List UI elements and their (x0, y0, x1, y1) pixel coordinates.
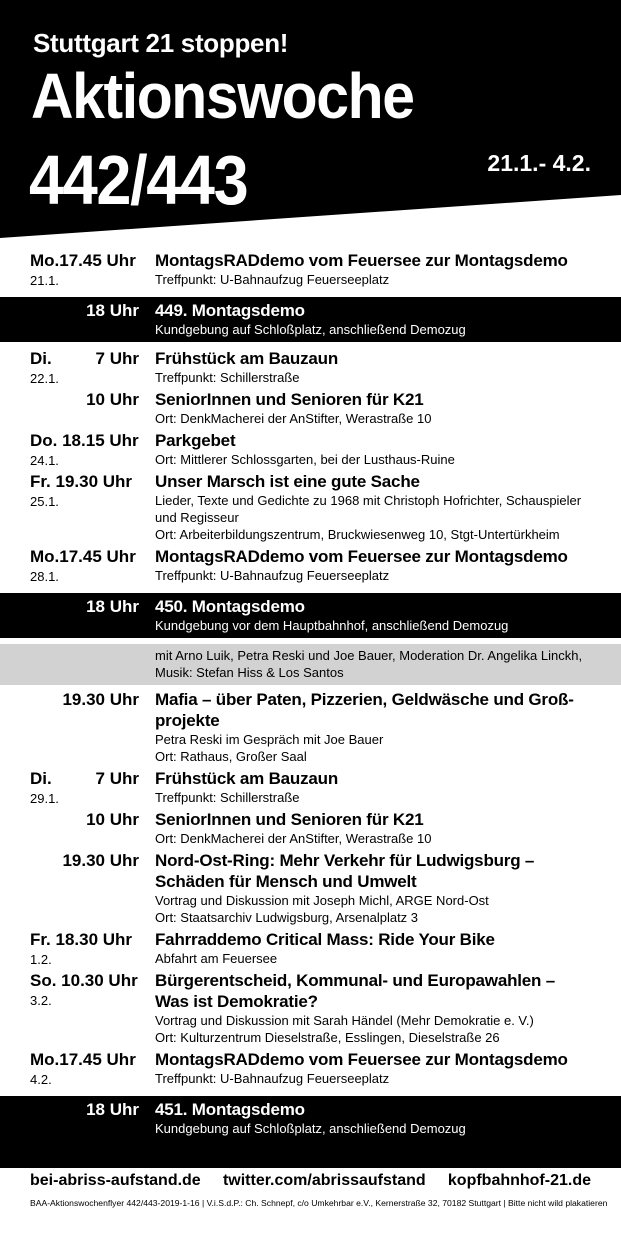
event-detail: Ort: Mittlerer Schlossgarten, bei der Lusthaus-Ruine (155, 452, 455, 467)
event-row (0, 850, 621, 926)
event-detail: Treffpunkt: U-Bahnaufzug Feuerseeplatz (155, 568, 390, 583)
event-time: 19.30 Uhr (62, 851, 139, 870)
event-row (0, 250, 621, 288)
event-date: 4.2. (30, 1072, 52, 1087)
event-date: 22.1. (30, 371, 59, 386)
event-row (0, 546, 621, 584)
event-day: Fr. 18.30 Uhr (30, 930, 133, 949)
event-date: 21.1. (30, 273, 59, 288)
event-title: Was ist Demokratie? (155, 992, 318, 1011)
event-title: SeniorInnen und Senioren für K21 (155, 390, 424, 409)
event-detail: Lieder, Texte und Gedichte zu 1968 mit Christoph Hofrichter, Schauspieler (155, 493, 582, 508)
event-title: SeniorInnen und Senioren für K21 (155, 810, 424, 829)
event-row (0, 929, 621, 967)
event-detail: mit Arno Luik, Petra Reski und Joe Bauer, Moderation Dr. Angelika Linckh, (155, 648, 583, 663)
event-day: Di. (30, 769, 52, 788)
event-title: MontagsRADdemo vom Feuersee zur Montagsdemo (155, 1050, 568, 1069)
event-detail: Ort: DenkMacherei der AnStifter, Werastraße 10 (155, 831, 432, 846)
event-title: Frühstück am Bauzaun (155, 349, 339, 368)
event-detail: Petra Reski im Gespräch mit Joe Bauer (155, 732, 384, 747)
event-content (155, 850, 599, 926)
event-content (155, 647, 599, 681)
event-content (155, 471, 599, 543)
event-content (155, 546, 599, 584)
event-row (0, 768, 621, 806)
event-content (155, 768, 599, 806)
event-day: So. 10.30 Uhr (30, 971, 138, 990)
event-row (0, 970, 621, 1046)
event-time: 19.30 Uhr (62, 690, 139, 709)
event-time: 7 Uhr (95, 349, 139, 368)
event-detail: Vortrag und Diskussion mit Joseph Michl, ARGE Nord-Ost (155, 893, 489, 908)
event-date: 25.1. (30, 494, 59, 509)
event-detail: Ort: Rathaus, Großer Saal (155, 749, 307, 764)
event-title: 451. Montagsdemo (155, 1100, 305, 1119)
event-detail: Treffpunkt: U-Bahnaufzug Feuerseeplatz (155, 272, 390, 287)
event-detail: Ort: Kulturzentrum Dieselstraße, Esslingen, Dieselstraße 26 (155, 1030, 500, 1045)
event-row (0, 348, 621, 386)
event-content (155, 300, 599, 338)
event-day: Mo.17.45 Uhr (30, 251, 136, 270)
event-content (155, 929, 599, 967)
event-day: Do. 18.15 Uhr (30, 431, 139, 450)
event-date: 3.2. (30, 993, 52, 1008)
event-content (155, 1049, 599, 1087)
event-row (0, 297, 621, 342)
event-row (0, 689, 621, 765)
footer-link-twitter[interactable]: twitter.com/abrissaufstand (222, 1172, 426, 1189)
event-row (0, 430, 621, 468)
event-title: projekte (155, 711, 220, 730)
event-title: Bürgerentscheid, Kommunal- und Europawahlen – (155, 971, 555, 990)
event-detail: Kundgebung auf Schloßplatz, anschließend Demozug (155, 322, 466, 337)
event-day: Mo.17.45 Uhr (30, 1050, 136, 1069)
event-detail: Kundgebung auf Schloßplatz, anschließend Demozug (155, 1121, 466, 1136)
footer-link-kopfbahnhof[interactable]: kopfbahnhof-21.de (447, 1172, 591, 1189)
event-day: Mo.17.45 Uhr (30, 547, 136, 566)
event-row (0, 389, 621, 427)
event-title: MontagsRADdemo vom Feuersee zur Montagsdemo (155, 251, 568, 270)
event-title: 449. Montagsdemo (155, 301, 305, 320)
event-detail: Kundgebung vor dem Hauptbahnhof, anschließend Demozug (155, 618, 509, 633)
event-content (155, 1099, 599, 1137)
event-title: 450. Montagsdemo (155, 597, 305, 616)
header (0, 0, 621, 240)
event-title: Parkgebet (155, 431, 236, 450)
event-time: 10 Uhr (86, 390, 139, 409)
footer-link-bei-abriss-aufstand[interactable]: bei-abriss-aufstand.de (30, 1172, 201, 1189)
event-detail: Ort: Staatsarchiv Ludwigsburg, Arsenalplatz 3 (155, 910, 419, 925)
event-date: 24.1. (30, 453, 59, 468)
event-content (155, 250, 599, 288)
footer-links (30, 1172, 591, 1190)
event-title: Unser Marsch ist eine gute Sache (155, 472, 420, 491)
footer-bar (0, 1140, 621, 1168)
event-time: 18 Uhr (86, 1100, 139, 1119)
event-detail: Treffpunkt: Schillerstraße (155, 790, 300, 805)
event-row (0, 1096, 621, 1141)
event-content (155, 389, 599, 427)
footer (0, 1140, 621, 1235)
event-title: Fahrraddemo Critical Mass: Ride Your Bike (155, 930, 495, 949)
event-detail: Treffpunkt: Schillerstraße (155, 370, 300, 385)
program-list (0, 250, 621, 1147)
event-date: 1.2. (30, 952, 52, 967)
event-detail: und Regisseur (155, 510, 239, 525)
event-row (0, 471, 621, 543)
event-row (0, 644, 621, 685)
event-detail: Musik: Stefan Hiss & Los Santos (155, 665, 344, 680)
event-day: Fr. 19.30 Uhr (30, 472, 133, 491)
event-row (0, 809, 621, 847)
event-time: 18 Uhr (86, 597, 139, 616)
header-title: Aktionswoche (31, 60, 414, 132)
event-date: 28.1. (30, 569, 59, 584)
event-row (0, 593, 621, 638)
header-subtitle: Stuttgart 21 stoppen! (33, 28, 289, 58)
event-title: Schäden für Mensch und Umwelt (155, 872, 417, 891)
event-detail: Abfahrt am Feuersee (155, 951, 278, 966)
event-detail: Ort: DenkMacherei der AnStifter, Werastraße 10 (155, 411, 432, 426)
event-content (155, 596, 599, 634)
event-row (0, 1049, 621, 1087)
event-time: 18 Uhr (86, 301, 139, 320)
event-content (155, 970, 599, 1046)
event-title: Frühstück am Bauzaun (155, 769, 339, 788)
event-content (155, 348, 599, 386)
event-title: Mafia – über Paten, Pizzerien, Geldwäsche und Groß- (155, 690, 574, 709)
event-content (155, 689, 599, 765)
event-content (155, 809, 599, 847)
event-detail: Ort: Arbeiterbildungszentrum, Bruckwiesenweg 10, Stgt-Untertürkheim (155, 527, 560, 542)
header-number: 442/443 (29, 141, 248, 219)
footer-imprint: BAA-Aktionswochenflyer 442/443-2019-1-16 | V.i.S.d.P.: Ch. Schnepf, c/o Umkehrbar e.V., Kernerstraße 32, 70182 Stuttgart | Bitte nicht wild plakatieren (30, 1198, 608, 1208)
event-title: Nord-Ost-Ring: Mehr Verkehr für Ludwigsburg – (155, 851, 535, 870)
event-time: 7 Uhr (95, 769, 139, 788)
event-title: MontagsRADdemo vom Feuersee zur Montagsdemo (155, 547, 568, 566)
event-date: 29.1. (30, 791, 59, 806)
event-time: 10 Uhr (86, 810, 139, 829)
event-content (155, 430, 599, 468)
event-detail: Treffpunkt: U-Bahnaufzug Feuerseeplatz (155, 1071, 390, 1086)
event-detail: Vortrag und Diskussion mit Sarah Händel (Mehr Demokratie e. V.) (155, 1013, 534, 1028)
header-dates: 21.1.- 4.2. (487, 150, 591, 176)
event-day: Di. (30, 349, 52, 368)
